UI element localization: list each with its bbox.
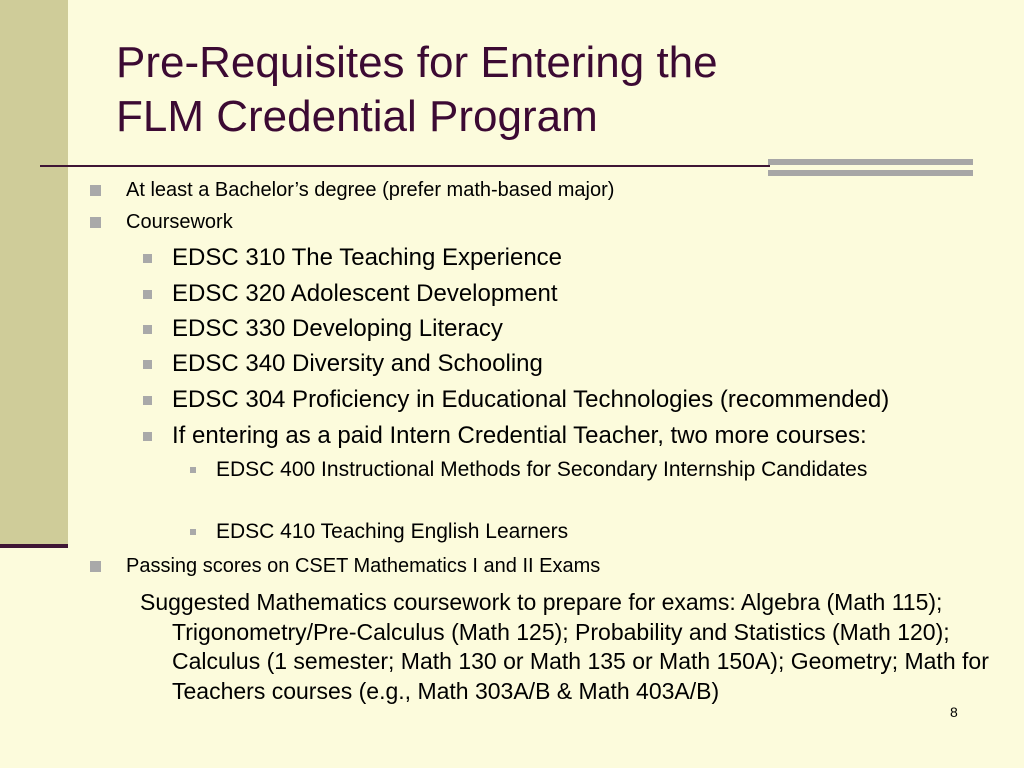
page-number: 8	[950, 704, 958, 720]
course-text: EDSC 340 Diversity and Schooling	[172, 350, 543, 377]
course-item	[172, 280, 558, 308]
bullet-bachelor	[126, 178, 614, 202]
square-bullet-icon	[190, 529, 196, 535]
course-item	[172, 244, 562, 272]
left-accent-bar	[0, 0, 68, 548]
square-bullet-icon	[190, 467, 196, 473]
square-bullet-icon	[90, 185, 101, 196]
left-accent-line	[0, 544, 68, 548]
divider-accent-top	[768, 159, 973, 165]
course-text: If entering as a paid Intern Credential Teacher, two more courses:	[172, 422, 867, 449]
divider-accent-bottom	[768, 170, 973, 176]
square-bullet-icon	[90, 217, 101, 228]
square-bullet-icon	[143, 432, 152, 441]
intern-course-text: EDSC 410 Teaching English Learners	[216, 520, 569, 543]
square-bullet-icon	[143, 396, 152, 405]
square-bullet-icon	[90, 561, 101, 572]
title-line-1: Pre-Requisites for Entering the	[116, 38, 718, 87]
square-bullet-icon	[143, 290, 152, 299]
intern-course-text: EDSC 400 Instructional Methods for Secondary Internship Candidates	[216, 458, 868, 481]
square-bullet-icon	[143, 360, 152, 369]
course-item	[172, 315, 503, 343]
course-item	[172, 386, 889, 414]
course-text: EDSC 330 Developing Literacy	[172, 315, 503, 342]
slide-title	[116, 36, 976, 144]
suggested-coursework-note: Suggested Mathematics coursework to prepare for exams: Algebra (Math 115); Trigonometry/Pre-Calculus (Math 125); Probability and Statistics (Math 120); Calculus (1 semester; Math 130 or Math 135 or Math 150A); Geometry; Math for Teachers courses (e.g., Math 303A/B & Math 403A/B)	[140, 589, 989, 704]
intern-course-item	[216, 456, 906, 484]
course-text: EDSC 304 Proficiency in Educational Technologies (recommended)	[172, 386, 890, 413]
bullet-text: At least a Bachelor’s degree (prefer math-based major)	[126, 179, 615, 201]
bullet-coursework	[126, 210, 233, 234]
course-item	[172, 422, 867, 450]
bullet-text: Coursework	[126, 211, 233, 233]
square-bullet-icon	[143, 254, 152, 263]
bullet-text: Passing scores on CSET Mathematics I and II Exams	[126, 555, 601, 577]
intern-course-item	[216, 518, 936, 546]
bullet-cset	[126, 554, 600, 578]
square-bullet-icon	[143, 325, 152, 334]
title-line-2: FLM Credential Program	[116, 92, 598, 141]
title-divider	[40, 165, 770, 167]
course-text: EDSC 320 Adolescent Development	[172, 280, 558, 307]
course-item	[172, 350, 543, 378]
course-text: EDSC 310 The Teaching Experience	[172, 244, 563, 271]
